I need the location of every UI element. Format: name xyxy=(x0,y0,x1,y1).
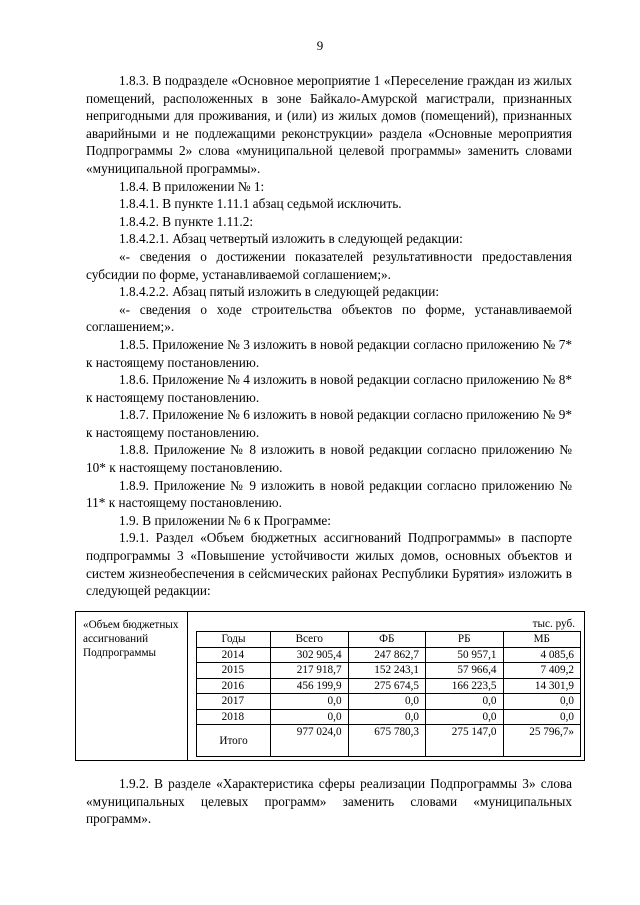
table-cell: 0,0 xyxy=(426,709,503,725)
table-cell: 14 301,9 xyxy=(503,678,581,694)
document-body xyxy=(86,72,572,600)
paragraph-1-9-1: 1.9.1. Раздел «Объем бюджетных ассигнований Подпрограммы» в паспорте подпрограммы 3 «Повышение устойчивости жилых домов, основных объектов и систем жизнеобеспечения в сейсмических районах Республики Бурятия» изложить в следующей редакции: xyxy=(86,530,572,599)
budget-table-frame xyxy=(75,611,585,761)
header-row xyxy=(197,632,581,648)
header-cell-mb: МБ xyxy=(503,632,581,648)
budget-grid xyxy=(196,631,581,757)
total-row xyxy=(197,725,581,757)
table-cell: 456 199,9 xyxy=(271,678,348,694)
table-cell: 302 905,4 xyxy=(271,647,348,663)
table-cell: 247 862,7 xyxy=(348,647,425,663)
paragraph-1-8-6: 1.8.6. Приложение № 4 изложить в новой редакции согласно приложению № 8* к настоящему постановлению. xyxy=(86,372,572,405)
total-cell: 675 780,3 xyxy=(348,725,425,757)
table-cell: 0,0 xyxy=(348,709,425,725)
header-cell-fb: ФБ xyxy=(348,632,425,648)
page-number: 9 xyxy=(316,38,324,53)
table-cell: 0,0 xyxy=(503,709,581,725)
quote-construction: «- сведения о ходе строительства объектов по форме, устанавливаемой соглашением;». xyxy=(86,301,572,335)
table-cell: 57 966,4 xyxy=(426,663,503,679)
table-cell: 166 223,5 xyxy=(426,678,503,694)
table-cell: 2017 xyxy=(197,694,271,710)
quote-indicators: «- сведения о достижении показателей результативности предоставления субсидии по форме, устанавливаемой соглашением;». xyxy=(86,248,572,282)
table-cell: 217 918,7 xyxy=(271,663,348,679)
unit-label: тыс. руб. xyxy=(532,618,575,630)
table-cell: 7 409,2 xyxy=(503,663,581,679)
paragraph-1-8-4-2: 1.8.4.2. В пункте 1.11.2: xyxy=(119,213,254,229)
total-cell: 275 147,0 xyxy=(426,725,503,757)
table-cell: 4 085,6 xyxy=(503,647,581,663)
table-cell: 0,0 xyxy=(271,709,348,725)
table-cell: 0,0 xyxy=(348,694,425,710)
paragraph-1-8-7: 1.8.7. Приложение № 6 изложить в новой редакции согласно приложению № 9* к настоящему постановлению. xyxy=(86,407,572,440)
paragraph-1-8-4: 1.8.4. В приложении № 1: xyxy=(119,178,265,194)
table-cell: 2018 xyxy=(197,709,271,725)
table-row xyxy=(197,694,581,710)
budget-table-label: «Объем бюджетных ассигнований Подпрограммы xyxy=(83,619,179,659)
paragraph-1-8-4-1: 1.8.4.1. В пункте 1.11.1 абзац седьмой исключить. xyxy=(119,196,402,212)
table-cell: 0,0 xyxy=(426,694,503,710)
header-cell-total: Всего xyxy=(271,632,348,648)
table-cell: 2014 xyxy=(197,647,271,663)
paragraph-1-8-8: 1.8.8. Приложение № 8 изложить в новой редакции согласно приложению № 10* к настоящему постановлению. xyxy=(86,442,572,476)
table-row xyxy=(197,647,581,663)
total-cell: 977 024,0 xyxy=(271,725,348,757)
total-label: Итого xyxy=(197,725,271,757)
paragraph-1-8-4-2-1: 1.8.4.2.1. Абзац четвертый изложить в следующей редакции: xyxy=(119,231,463,247)
paragraph-1-8-3: 1.8.3. В подразделе «Основное мероприятие 1 «Переселение граждан из жилых помещений, расположенных в зоне Байкало-Амурской магистрали, признанных непригодными для проживания, и (или) из жилых домов (помещений), признанных аварийными и не подлежащими реконструкции» раздела «Основные мероприятия Подпрограммы 2» слова «муниципальной целевой программы» заменить словами «муниципальной программы». xyxy=(86,73,572,176)
table-cell: 275 674,5 xyxy=(348,678,425,694)
table-cell: 0,0 xyxy=(503,694,581,710)
table-row xyxy=(197,678,581,694)
header-cell-years: Годы xyxy=(197,632,271,648)
table-row xyxy=(197,709,581,725)
after-table-text xyxy=(86,775,572,828)
paragraph-1-9-2: 1.9.2. В разделе «Характеристика сферы реализации Подпрограммы 3» слова «муниципальных целевых программ» заменить словами «муниципальных программ». xyxy=(86,776,572,827)
table-cell: 2016 xyxy=(197,678,271,694)
paragraph-1-9: 1.9. В приложении № 6 к Программе: xyxy=(119,512,331,528)
table-cell: 152 243,1 xyxy=(348,663,425,679)
table-cell: 50 957,1 xyxy=(426,647,503,663)
paragraph-1-8-5: 1.8.5. Приложение № 3 изложить в новой редакции согласно приложению № 7* к настоящему постановлению. xyxy=(86,336,572,370)
table-divider xyxy=(187,612,188,760)
table-cell: 0,0 xyxy=(271,694,348,710)
table-row xyxy=(197,663,581,679)
table-cell: 2015 xyxy=(197,663,271,679)
paragraph-1-8-4-2-2: 1.8.4.2.2. Абзац пятый изложить в следующей редакции: xyxy=(119,284,440,300)
paragraph-1-8-9: 1.8.9. Приложение № 9 изложить в новой редакции согласно приложению № 11* к настоящему постановлению. xyxy=(86,477,572,511)
total-cell: 25 796,7» xyxy=(503,725,581,757)
header-cell-rb: РБ xyxy=(426,632,503,648)
